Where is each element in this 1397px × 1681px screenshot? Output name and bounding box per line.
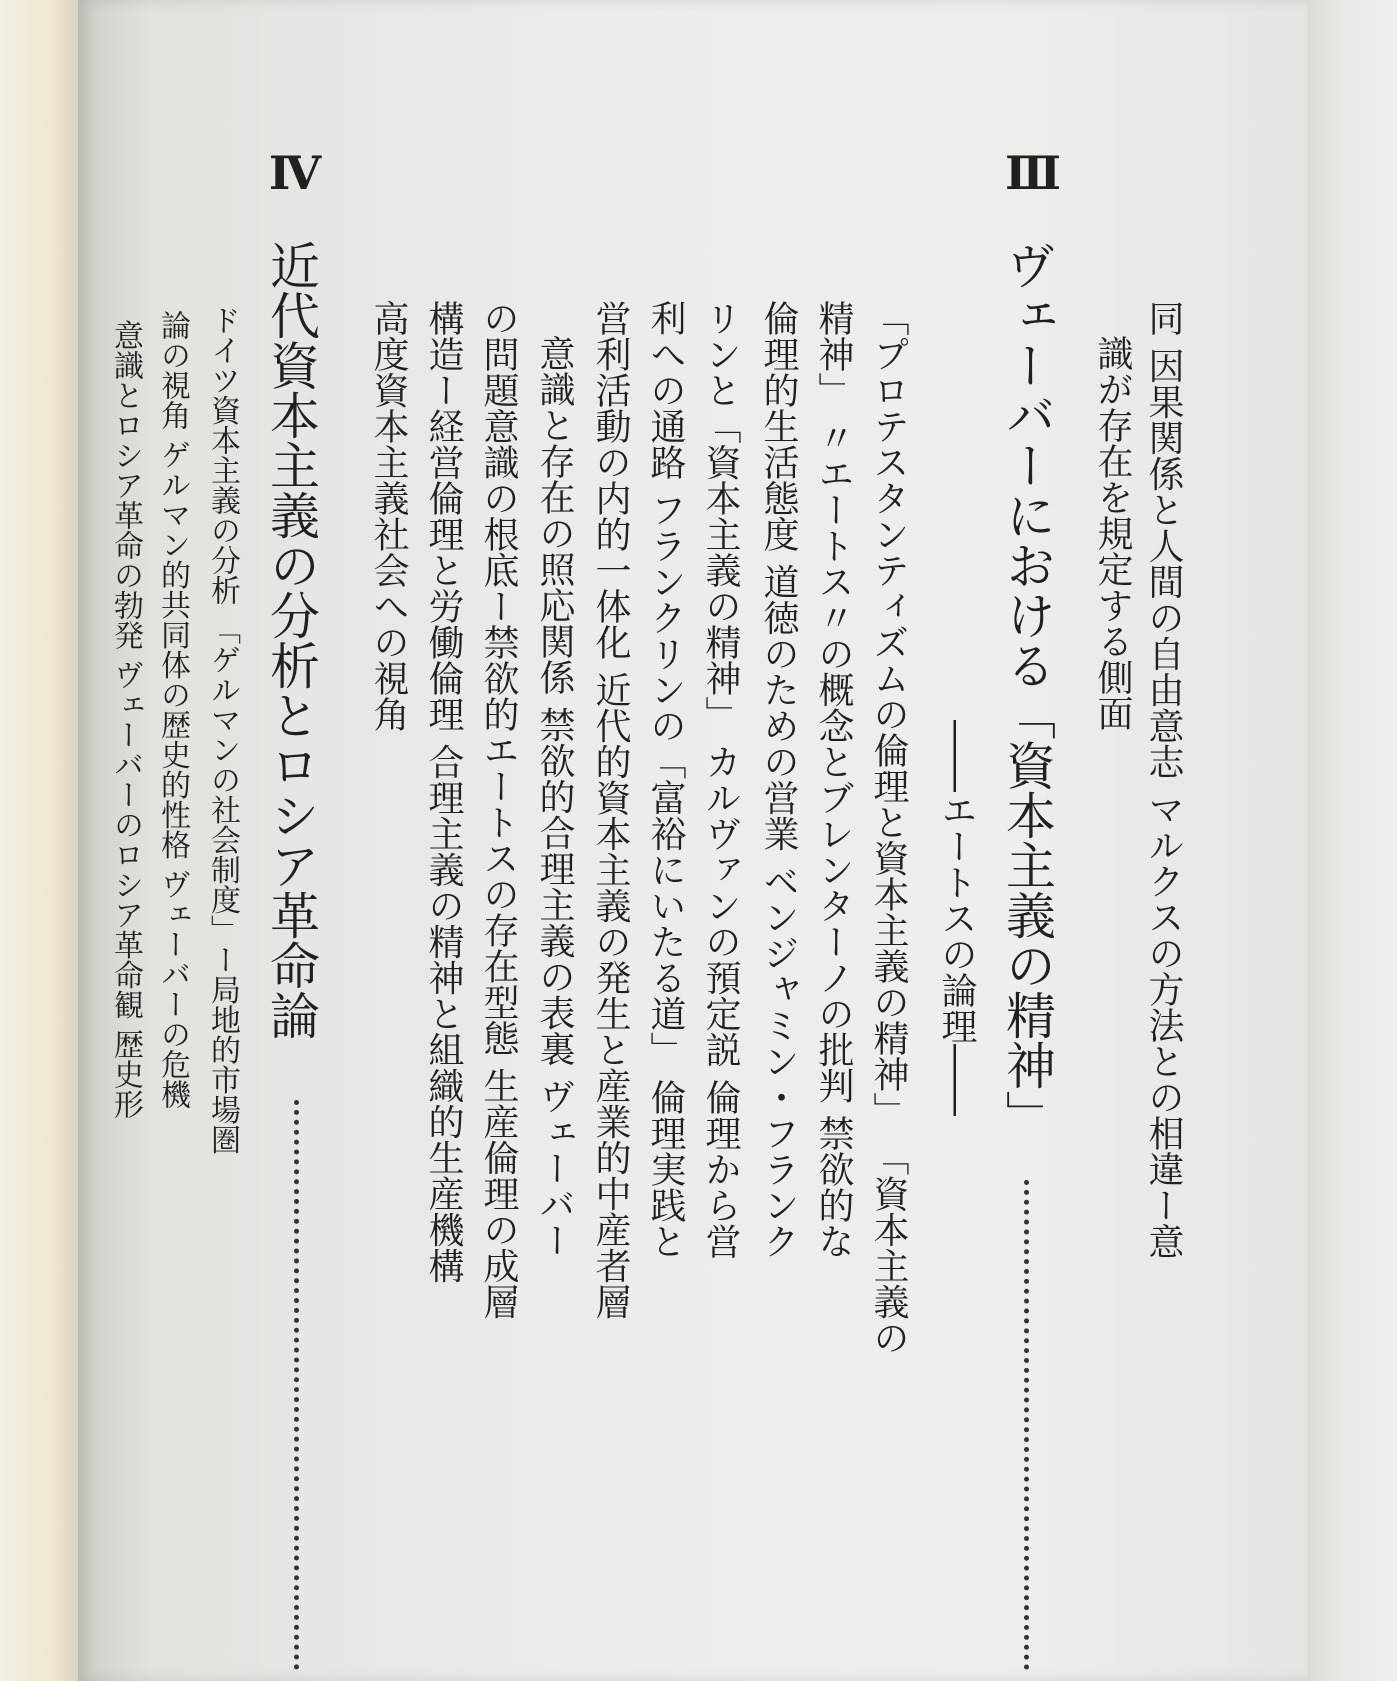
- toc-line: の問題意識の根底ー禁欲的エートスの存在型態 生産倫理の成層: [478, 300, 519, 1320]
- toc-line: 論の視角 ゲルマン的共同体の歴史的性格 ヴェーバーの危機: [155, 310, 190, 1110]
- chapter-subtitle: ――エートスの論理――: [936, 720, 977, 1116]
- chapter-number: Ⅳ: [268, 146, 322, 200]
- dot-leader: [294, 1100, 299, 1670]
- page-edge: [1308, 0, 1397, 1681]
- toc-line: 「プロテスタンティズムの倫理と資本主義の精神」 「資本主義の: [868, 300, 909, 1356]
- toc-line: 利への通路 フランクリンの「富裕にいたる道」 倫理実践と: [645, 300, 686, 1259]
- toc-line: 同 因果関係と人間の自由意志 マルクスの方法との相違ー意: [1143, 300, 1184, 1259]
- toc-line: 精神」 〃エートス〃の概念とブレンターノの批判 禁欲的な: [813, 300, 854, 1259]
- toc-line: 識が存在を規定する側面: [1092, 335, 1133, 731]
- chapter-number: Ⅲ: [1006, 146, 1060, 200]
- toc-line: リンと「資本主義の精神」 カルヴァンの預定説 倫理から営: [700, 300, 741, 1259]
- chapter-title: 近代資本主義の分析とロシア革命論: [262, 240, 320, 1040]
- book-gutter: [0, 0, 78, 1681]
- toc-line: 高度資本主義社会への視角: [368, 300, 409, 732]
- toc-line: 倫理的生活態度 道徳のための営業 ベンジャミン・フランク: [758, 300, 799, 1259]
- chapter-title: ヴェーバーにおける「資本主義の精神」: [998, 240, 1056, 1140]
- toc-line: 意識とロシア革命の勃発 ヴェーバーのロシア革命観 歴史形: [108, 320, 143, 1120]
- dot-leader: [1024, 1180, 1029, 1670]
- toc-line: ドイツ資本主義の分析 「ゲルマンの社会制度」ー局地的市場圏: [205, 305, 240, 1155]
- toc-line: 構造ー経営倫理と労働倫理 合理主義の精神と組織的生産機構: [423, 300, 464, 1284]
- toc-line: 営利活動の内的一体化 近代的資本主義の発生と産業的中産者層: [590, 300, 631, 1320]
- toc-line: 意識と存在の照応関係 禁欲的合理主義の表裏 ヴェーバー: [534, 335, 575, 1258]
